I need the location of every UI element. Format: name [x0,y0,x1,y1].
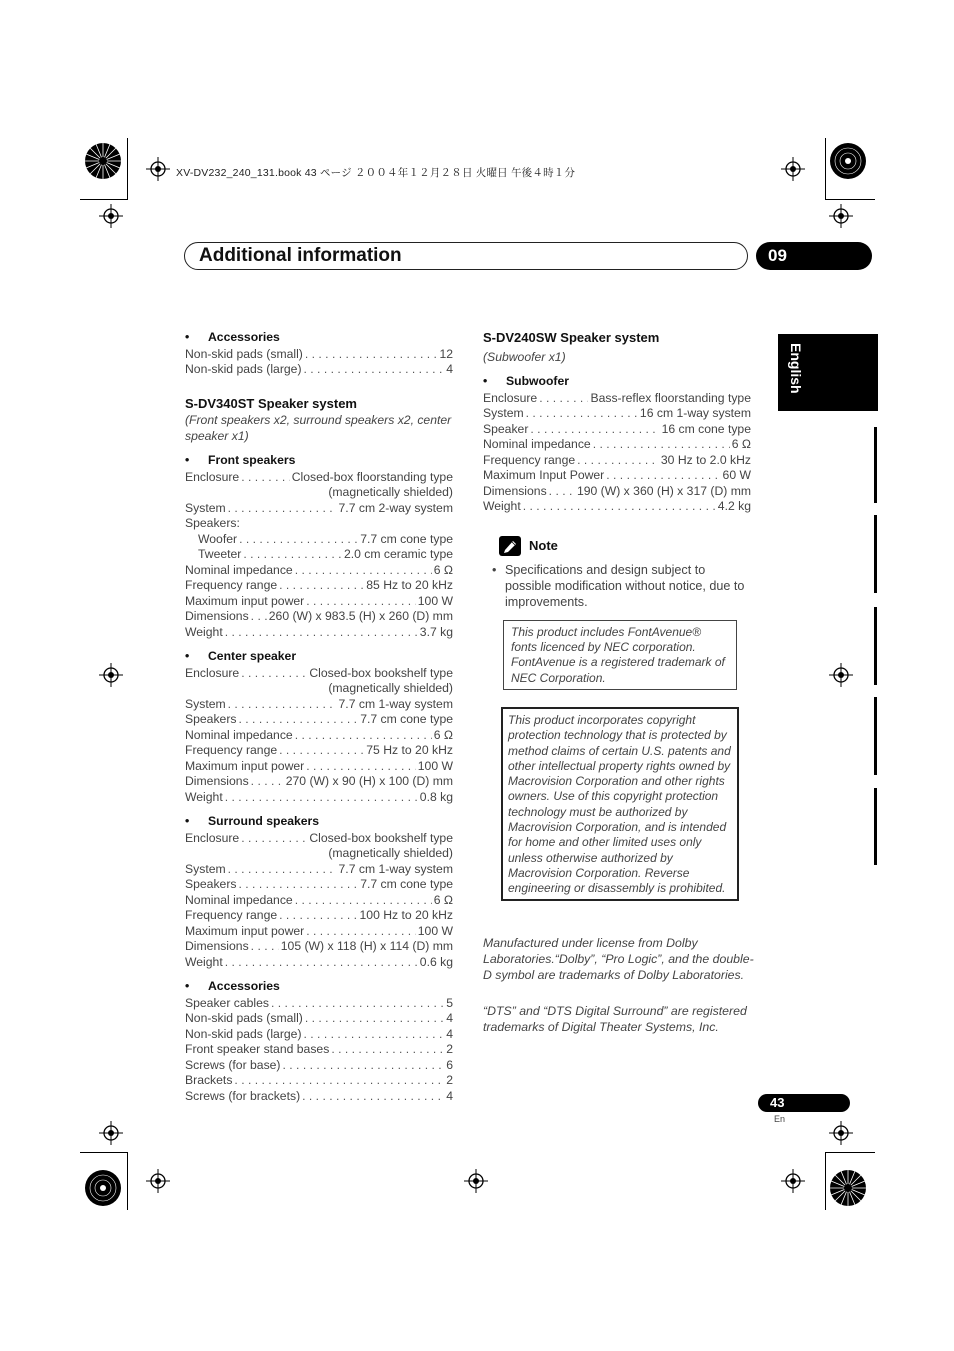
crosshair-mark-icon [99,1121,123,1145]
spec-row [483,468,751,484]
spec-row [185,594,453,610]
spec-label: System [185,696,226,711]
accessories-heading: • Accessories [185,330,453,346]
spec-label: Dimensions [185,939,249,953]
spec-row [185,609,453,625]
spec-row [185,996,453,1012]
crosshair-mark-icon [829,1121,853,1145]
macrovision-notice: This product incorporates copyright protection technology that is protected by method claims of certain U.S. patents and other intellectual property rights owned by Macrovision Corporation and other rights owners. Use of this copyright protection technology must be authorized by Macrovision Corporation, and is intended for home and other limited uses only unless otherwise authorized by Macrovision Corporation. Reverse engineering or disassembly is prohibited. [501,707,739,901]
spec-row [185,790,453,806]
note-title: Note [529,537,558,553]
spec-row [185,955,453,971]
subwoofer-system-title: S-DV240SW Speaker system [483,330,660,345]
spec-label: Weight [185,954,223,969]
spec-row: Enclosure . . . Closed-box floorstanding type [185,470,453,486]
center-specs-list [185,697,453,806]
spec-row [185,1042,453,1058]
spec-row [185,625,453,641]
spec-row [185,759,453,775]
spec-continuation: (magnetically shielded) [328,846,453,860]
spec-label: Speakers [185,877,237,891]
spec-value: Bass-reflex floorstanding type [590,390,751,405]
spec-label: Nominal impedance [185,892,293,907]
front-specs-list [185,563,453,641]
spec-label: Maximum input power [185,758,305,773]
spec-label: Frequency range [185,743,278,757]
spec-row [185,1058,453,1074]
spec-label: Brackets [185,1073,233,1087]
accessories-list [185,996,453,1105]
spec-value: 190 (W) x 360 (H) x 317 (D) mm [576,483,751,498]
side-bar [874,788,877,865]
spec-value: 6 [446,1057,453,1072]
section-title: Additional information [199,245,402,266]
spec-row [185,924,453,940]
spec-value: 85 Hz to 20 kHz [366,578,453,592]
spec-label: Maximum input power [185,593,305,608]
spec-row [185,908,453,924]
spec-value: 105 (W) x 118 (H) x 114 (D) mm [280,939,453,953]
spec-value: 6 Ω [433,562,453,577]
registration-disc-icon [829,1169,867,1207]
spec-value: 0.6 kg [419,954,453,969]
subwoofer-system-subtitle: (Subwoofer x1) [483,349,566,364]
side-bar [874,607,877,685]
spec-value: 4.2 kg [717,499,751,513]
spec-label: System [185,861,226,876]
spec-row [185,728,453,744]
registration-disc-icon [829,142,867,180]
spec-value: 4 [446,362,453,376]
spec-value: 60 W [722,468,751,482]
spec-label: Screws (for base) [185,1057,281,1072]
spec-row [185,862,453,878]
center-speaker-heading: • Center speaker [185,649,453,665]
system-subtitle: (Front speakers x2, surround speakers x2, center speaker x1) [185,413,452,443]
registration-disc-icon [84,142,122,180]
spec-value: 100 Hz to 20 kHz [359,908,453,922]
spec-row [185,1011,453,1027]
spec-value: 75 Hz to 20 kHz [366,743,453,757]
spec-label: Nominal impedance [185,727,293,742]
spec-label: Weight [185,624,223,639]
spec-value: 5 [446,995,453,1010]
front-speakers-heading: • Front speakers [185,453,453,469]
spec-label: Maximum input power [185,923,305,938]
spec-row [185,697,453,713]
spec-value: 260 (W) x 983.5 (H) x 260 (D) mm [268,609,453,623]
spec-row [185,877,453,893]
spec-row: Tweeter . . . 2.0 cm ceramic type [185,547,453,563]
right-column [483,330,751,610]
accessories-list [185,347,453,378]
spec-row [185,1089,453,1105]
spec-label: Weight [185,789,223,804]
crosshair-mark-icon [781,157,805,181]
subwoofer-heading: • Subwoofer [483,374,751,390]
spec-value: 4 [446,1011,453,1025]
crosshair-mark-icon [99,663,123,687]
spec-label: Maximum Input Power [483,468,605,482]
spec-value: 0.8 kg [419,789,453,804]
crosshair-mark-icon [829,204,853,228]
surround-specs-list [185,862,453,971]
spec-label: Dimensions [185,609,249,623]
spec-value: 3.7 kg [419,624,453,639]
spec-label: Dimensions [185,774,249,788]
spec-label: Enclosure [483,390,538,405]
spec-value: 2 [446,1073,453,1087]
spec-label: Frequency range [185,578,278,592]
spec-value: 12 [439,346,453,361]
spec-row [185,347,453,363]
system-title: S-DV340ST Speaker system [185,395,357,411]
registration-disc-icon [84,1169,122,1207]
language-label: English [788,343,804,394]
spec-label: Weight [483,499,521,513]
crosshair-mark-icon [99,204,123,228]
spec-value: 7.7 cm cone type [360,877,453,891]
spec-label: Speakers [185,712,237,726]
spec-row: Woofer . . . 7.7 cm cone type [185,532,453,548]
left-column [185,330,453,1104]
note-text: • Specifications and design subject to possible modification without notice, due to improvements. [483,562,751,610]
spec-row [185,743,453,759]
spec-value: 4 [446,1026,453,1041]
surround-speakers-heading: • Surround speakers [185,814,453,830]
spec-label: Frequency range [483,452,576,467]
spec-value: 270 (W) x 90 (H) x 100 (D) mm [285,774,453,788]
spec-value: 2 [446,1042,453,1056]
spec-value: 7.7 cm 1-way system [338,696,453,711]
spec-label: Speaker cables [185,995,270,1010]
spec-row [185,1027,453,1043]
spec-row [483,422,751,438]
spec-value: 100 W [417,923,453,938]
spec-row: Enclosure . . . Closed-box bookshelf type [185,831,453,847]
crosshair-mark-icon [829,663,853,687]
spec-value: 100 W [417,758,453,773]
spec-value: 7.7 cm 1-way system [338,861,453,876]
spec-label: Non-skid pads (large) [185,1026,302,1041]
spec-value: 6 Ω [731,437,751,451]
spec-row [185,563,453,579]
subwoofer-specs-list [483,391,751,515]
crosshair-mark-icon [146,1169,170,1193]
spec-label: Frequency range [185,908,278,922]
spec-value: 100 W [417,593,453,608]
spec-row [185,939,453,955]
spec-label: Non-skid pads (small) [185,346,303,361]
spec-value: 16 cm cone type [661,421,751,436]
fontavenue-notice: This product includes FontAvenue® fonts licenced by NEC corporation. FontAvenue is a registered trademark of NEC Corporation. [503,620,737,690]
page-number: 43 [758,1094,850,1112]
spec-label: System [483,406,524,420]
side-bar [874,427,877,503]
spec-label: Non-skid pads (small) [185,1011,303,1025]
spec-label: Nominal impedance [483,437,591,451]
spec-row [185,1073,453,1089]
side-bar [874,515,877,593]
spec-row [185,893,453,909]
speakers-label: Speakers: [185,516,240,530]
spec-row: System . . . 7.7 cm 2-way system [185,501,453,517]
page-language-code: En [774,1114,786,1124]
spec-row [185,712,453,728]
side-bar [874,697,877,775]
accessories-heading: • Accessories [185,979,453,995]
dts-trademark-text: “DTS” and “DTS Digital Surround” are registered trademarks of Digital Theater Systems, Inc. [483,1004,747,1034]
spec-label: Non-skid pads (large) [185,362,302,376]
spec-row [483,499,751,515]
crosshair-mark-icon [464,1169,488,1193]
chapter-number: 09 [756,242,872,270]
dolby-license-text: Manufactured under license from Dolby Laboratories.“Dolby”, “Pro Logic”, and the double-D symbol are trademarks of Dolby Laboratories. [483,936,754,982]
spec-label: Dimensions [483,483,547,498]
spec-value: 30 Hz to 2.0 kHz [660,452,751,467]
spec-label: Speaker [483,421,529,436]
spec-value: 6 Ω [433,727,453,742]
spec-label: Screws (for brackets) [185,1088,301,1103]
spec-row [185,774,453,790]
note-heading [499,536,751,556]
book-header: XV-DV232_240_131.book 43 ページ ２００４年１２月２８日 火曜日 午後４時１分 [176,167,576,179]
crosshair-mark-icon [781,1169,805,1193]
spec-value: 7.7 cm cone type [360,712,453,726]
spec-row [483,484,751,500]
spec-value: 4 [446,1088,453,1103]
spec-value: 16 cm 1-way system [639,406,751,420]
spec-row [483,453,751,469]
spec-label: Nominal impedance [185,562,293,577]
spec-row [185,578,453,594]
spec-row [483,406,751,422]
spec-row [483,437,751,453]
spec-row [185,362,453,378]
spec-continuation: (magnetically shielded) [328,485,453,499]
spec-row: Enclosure . . . Closed-box bookshelf type [185,666,453,682]
spec-label: Front speaker stand bases [185,1042,330,1056]
crosshair-mark-icon [146,157,170,181]
spec-row [483,391,751,407]
spec-value: 6 Ω [433,892,453,907]
spec-continuation: (magnetically shielded) [328,681,453,695]
pencil-note-icon [499,536,521,556]
